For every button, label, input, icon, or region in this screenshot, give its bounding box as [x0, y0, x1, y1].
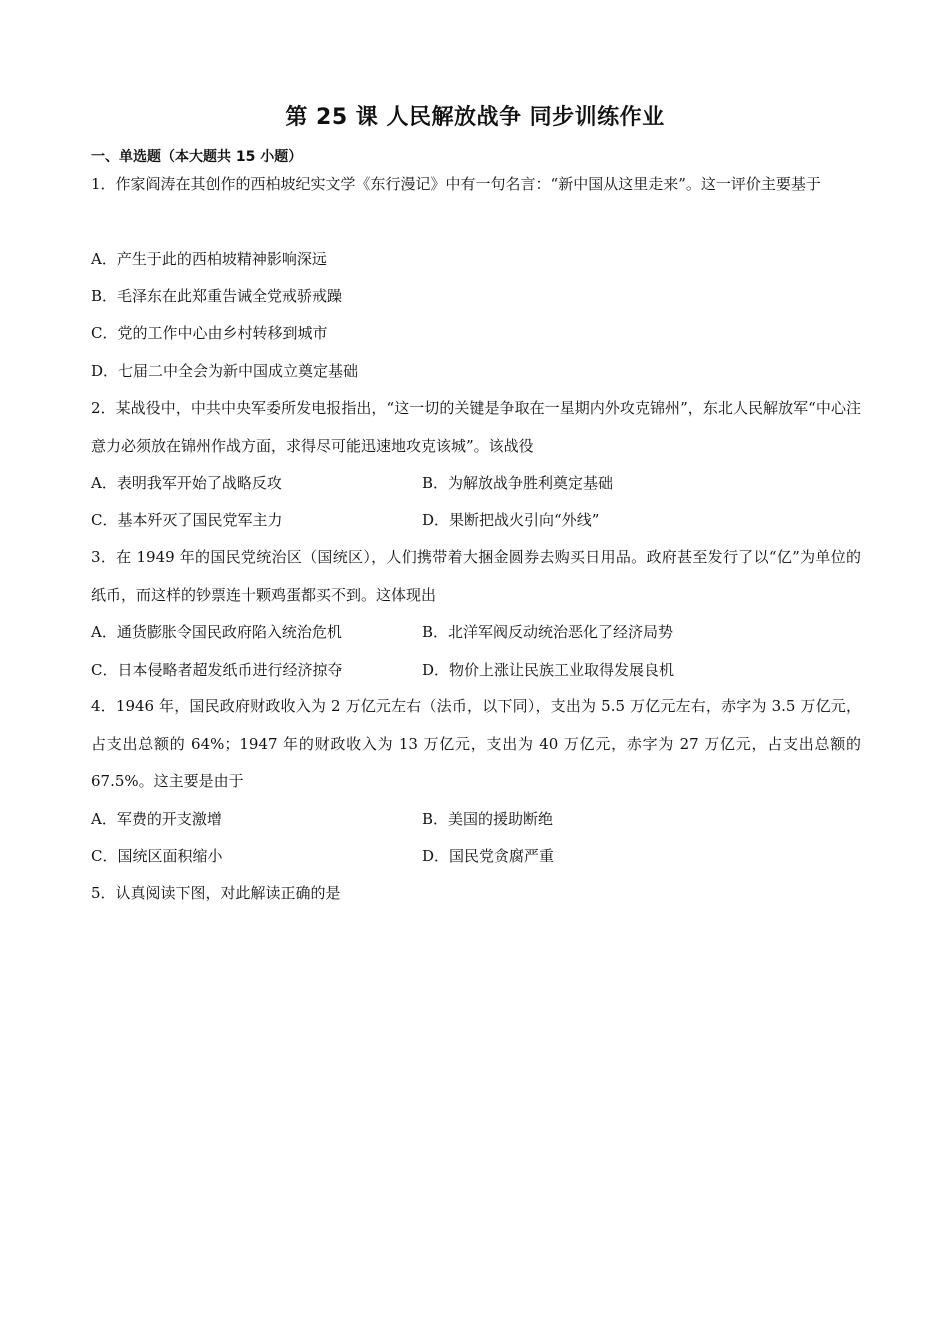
- question-4-option-b: B．美国的援助断绝: [422, 810, 554, 828]
- question-4-option-a: A．军费的开支激增: [91, 810, 222, 828]
- question-4-option-c: C．国统区面积缩小: [91, 847, 223, 865]
- question-1-stem: 1．作家阎涛在其创作的西柏坡纪实文学《东行漫记》中有一句名言：“新中国从这里走来”。这一评价主要基于: [91, 175, 821, 193]
- section-heading: 一、单选题（本大题共 15 小题）: [91, 149, 303, 165]
- question-4-option-d: D．国民党贪腐严重: [422, 847, 555, 865]
- question-1-option-c: C．党的工作中心由乡村转移到城市: [91, 324, 328, 342]
- question-3-option-d: D．物价上涨让民族工业取得发展良机: [422, 661, 675, 679]
- page-title: 第 25 课 人民解放战争 同步训练作业: [285, 105, 665, 130]
- question-3-stem: 3．在 1949 年的国民党统治区（国统区），人们携带着大捆金圆券去购买日用品。政府甚至发行了以“亿”为单位的纸币，而这样的钞票连十颗鸡蛋都买不到。这体现出: [91, 548, 861, 604]
- question-3-option-c: C．日本侵略者超发纸币进行经济掠夺: [91, 661, 343, 679]
- question-3-option-a: A．通货膨胀令国民政府陷入统治危机: [91, 623, 342, 641]
- question-2-option-b: B．为解放战争胜利奠定基础: [422, 474, 614, 492]
- question-1-option-a: A．产生于此的西柏坡精神影响深远: [91, 250, 327, 268]
- question-1-option-d: D．七届二中全会为新中国成立奠定基础: [91, 362, 359, 380]
- question-2-option-d: D．果断把战火引向“外线”: [422, 511, 600, 529]
- question-2-option-c: C．基本歼灭了国民党军主力: [91, 511, 283, 529]
- question-4-stem: 4．1946 年，国民政府财政收入为 2 万亿元左右（法币，以下同），支出为 5.5 万亿元左右，赤字为 3.5 万亿元，占支出总额的 64%；1947 年的财政收入为 13 万亿元，支出为 40 万亿元，赤字为 27 万亿元，占支出总额的 67.5%。这主要是由于: [91, 697, 861, 790]
- question-3-option-b: B．北洋军阀反动统治恶化了经济局势: [422, 623, 674, 641]
- question-1-option-b: B．毛泽东在此郑重告诫全党戒骄戒躁: [91, 287, 343, 305]
- question-2-option-a: A．表明我军开始了战略反攻: [91, 474, 282, 492]
- question-2-stem: 2．某战役中，中共中央军委所发电报指出，“这一切的关键是争取在一星期内外攻克锦州”，东北人民解放军“中心注意力必须放在锦州作战方面，求得尽可能迅速地攻克该城”。该战役: [91, 399, 861, 455]
- question-5-stem: 5．认真阅读下图，对此解读正确的是: [91, 884, 341, 902]
